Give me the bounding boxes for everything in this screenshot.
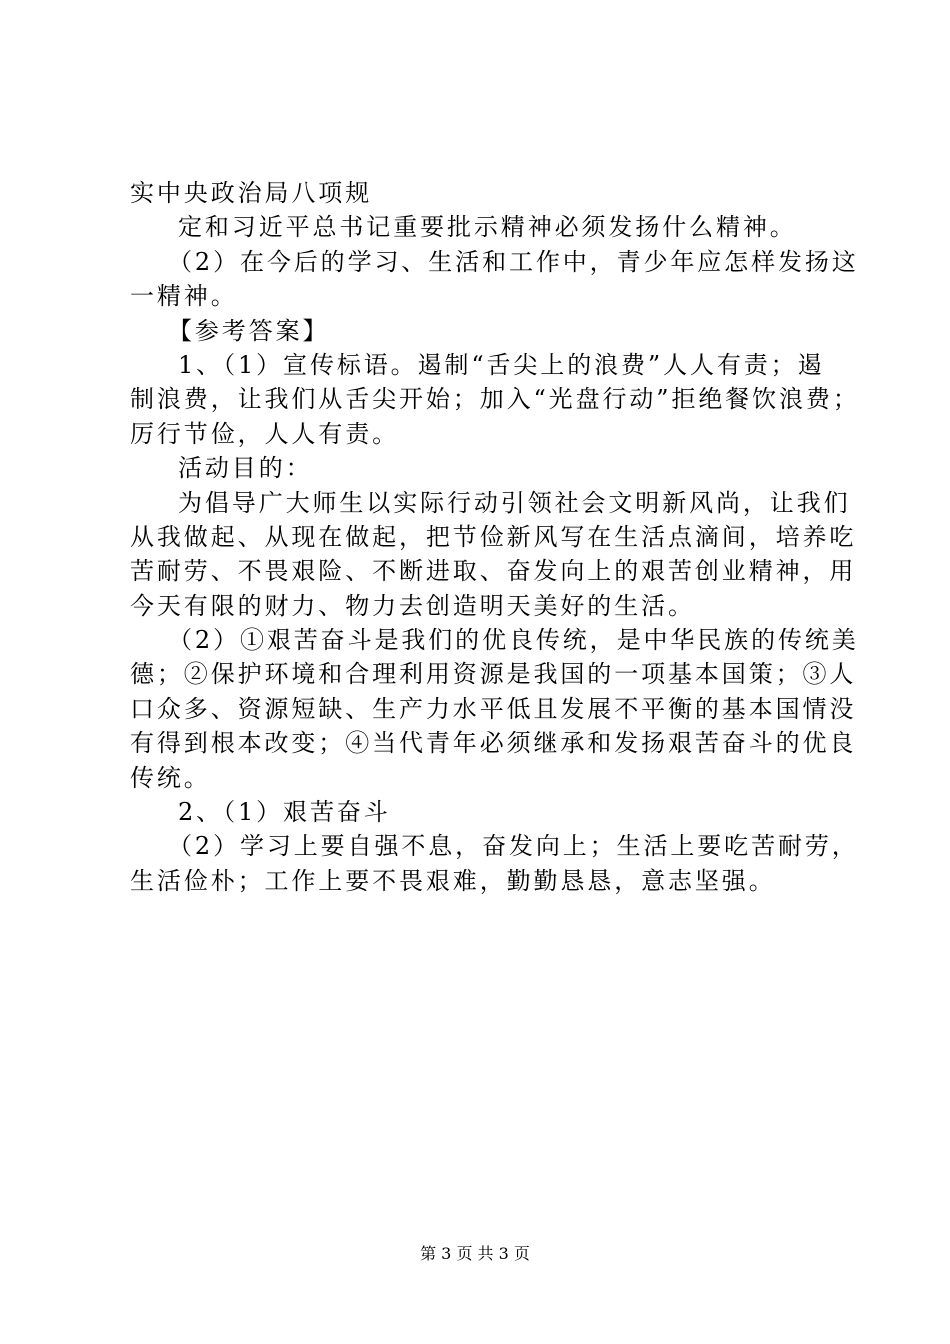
text-line: 德；②保护环境和合理利用资源是我国的一项基本国策；③人 [130,660,857,689]
text-line: 一精神。 [130,282,238,311]
document-body [130,176,860,898]
text-line: （2）在今后的学习、生活和工作中，青少年应怎样发扬这 [168,247,859,276]
text-line: 厉行节俭，人人有责。 [130,419,399,448]
text-line: 制浪费，让我们从舌尖开始；加入“光盘行动”拒绝餐饮浪费； [130,385,860,414]
page-footer: 第 3 页 共 3 页 [420,1244,530,1263]
text-line: 2、（1）艰苦奋斗 [178,798,391,827]
text-line: 有得到根本改变；④当代青年必须继承和发扬艰苦奋斗的优良 [130,729,857,758]
text-line: 实中央政治局八项规 [130,179,373,207]
text-line: 1、（1）宣传标语。遏制“舌尖上的浪费”人人有责；遏 [178,350,825,379]
text-line: 定和习近平总书记重要批示精神必须发扬什么精神。 [178,213,797,242]
text-line: 今天有限的财力、物力去创造明天美好的生活。 [130,591,695,620]
text-line: 从我做起、从现在做起，把节俭新风写在生活点滴间，培养吃 [130,522,857,551]
text-line: 生活俭朴；工作上要不畏艰难，勤勤恳恳，意志坚强。 [130,866,776,895]
text-line: 传统。 [130,763,211,792]
text-line: 活动目的： [178,454,313,483]
text-line: 口众多、资源短缺、生产力水平低且发展不平衡的基本国情没 [130,694,857,723]
text-line: 苦耐劳、不畏艰险、不断进取、奋发向上的艰苦创业精神，用 [130,557,857,586]
answer-heading: 【参考答案】 [168,316,330,345]
text-line: 为倡导广大师生以实际行动引领社会文明新风尚，让我们 [178,488,851,517]
text-line: （2）学习上要自强不息，奋发向上；生活上要吃苦耐劳， [168,832,859,861]
text-line: （2）①艰苦奋斗是我们的优良传统，是中华民族的传统美 [168,626,859,655]
